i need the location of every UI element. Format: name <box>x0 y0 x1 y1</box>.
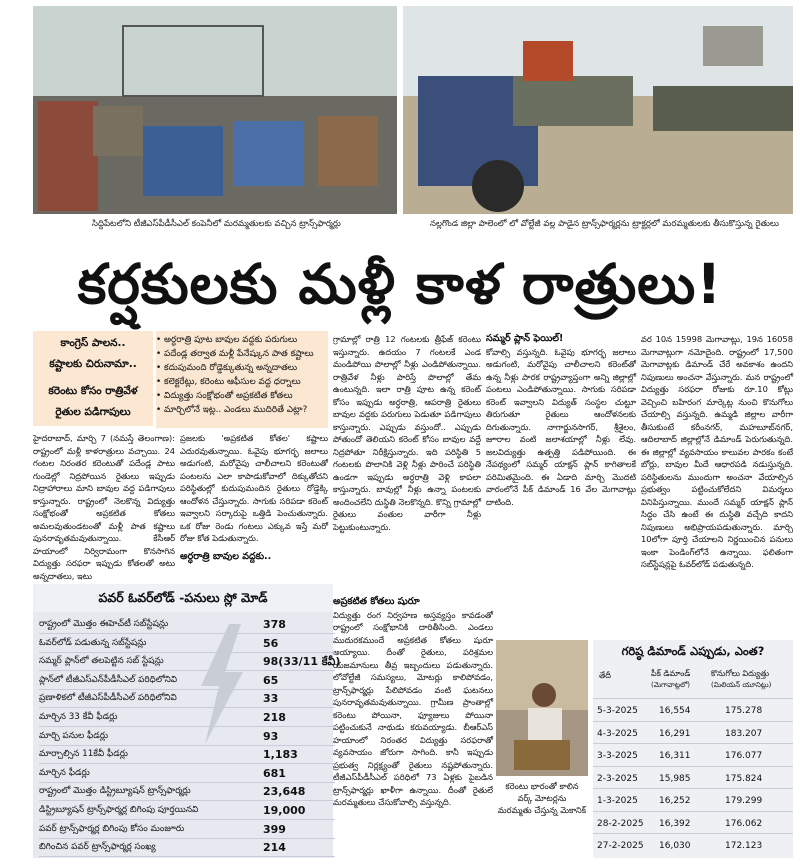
peak-row-peak: 16,311 <box>659 751 691 761</box>
stats-row <box>39 653 341 671</box>
peak-row-date: 2-3-2025 <box>597 773 638 784</box>
stats-row-label: ఓవర్‌లోడ్ పడుతున్న సబ్‌స్టేషన్లు <box>39 637 147 648</box>
stats-row-label: బిగించిన పవర్ ట్రాన్స్‌ఫార్మర్ల సంఖ్య <box>39 842 156 853</box>
stats-row-value: 1,183 <box>263 748 298 762</box>
stats-row-label: మార్చి పనుల ఫీడర్లు <box>39 730 109 741</box>
stats-row <box>39 802 335 820</box>
stats-row-value: 33 <box>263 692 279 706</box>
peak-col-peak: పీక్ డిమాండ్ <box>651 669 691 678</box>
article-column-3b: అప్రకటిత కోతలు షురూ విద్యుత్తు రంగ నిర్వహణ అస్తవ్యస్తం కావడంతో రాష్ట్రంలో సంక్షోభానికి దారితీసింది. ఎండలు ముదురకముందే అప్రకటిత కోతలు షురూ అయ్యాయి. దీంతో రైతులు, పరిశ్రమల యజమానులు తీవ్ర ఇబ్బందులు పడుతున్నారు. లోవోల్టేజీ సమస్యలు, మోటర్లు కాలిపోవడం, ట్రాన్స్‌ఫార్మర్లు పేలిపోవడం వంటి ఘటనలు పునరావృతమవుతున్నాయి. గ్రామీణ ప్రాంతాల్లో కరెంటు పోయినా, ఫ్యూజులు పోయినా పట్టించుకునే నాథుడు కరువయ్యాడు. బీఆర్ఎస్ హయాంలో నిరంతర విద్యుత్తు సరఫరాతో వ్యవసాయం జోరుగా సాగింది. కానీ ఇప్పుడు ప్రభుత్వ నిర్లక్ష్యంతో రైతులు నష్టపోతున్నారు. టీజీఎస్‌పీడీసీఎల్ పరిధిలో 73 ఏళ్లకు పైబడిన ట్రాన్స్‌ఫార్మర్లు ఖాళీగా ఉన్నాయి. దీంతో రైతులే మరమ్మతులు చేసుకోవాల్సి వస్తున్నది. <box>333 596 493 807</box>
tractors-image <box>403 6 793 214</box>
stats-row-value: 214 <box>263 841 286 855</box>
peak-row-peak: 16,392 <box>659 818 691 829</box>
peak-col-peak-unit: (మెగావాట్లలో) <box>651 681 691 689</box>
article-column-2b: గ్రామాల్లో రాత్రి 12 గంటలకు త్రీఫేజ్ కరెంటు ఇస్తున్నారు. ఉదయం 7 గంటలకే ఎండ మండిపోయి పొలాల్లో నీళ్లు ఎండిపోతున్నాయి. రాత్రివేళ నీళ్లు పారిస్తే పొలాల్లో తేమ ఉంటున్నది. ఇలా రాత్రి పూట ఉన్న కరెంట్ కోసం ఇప్పుడు అర్ధరాత్రి, ఆపరాత్రి రైతులు బావుల వద్దకు పరుగులు పెడుతూ పడిగాపులు కాస్తున్నారు. ఎప్పుడు వస్తుందో.. ఎప్పుడు పోతుందో తెలియని కరెంట్ కోసం బావుల వద్దే నిద్రపోతూ నిరీక్షిస్తున్నారు. ఇది పరిస్థితి 5 గంటలకు పొలానికి వెళ్లి నీళ్లు పారించే పరిస్థితి ఉండగా ఇప్పుడు అర్ధరాత్రి వెళ్లి కాపలా కాస్తున్నారు. బావుల్లో నీళ్లు ఉన్నా పంటలకు అందించలేని దుస్థితి నెలకొన్నది. కొన్ని గ్రామాల్లో రైతులు వంతుల వారీగా నీళ్లు పెట్టుకుంటున్నారు. <box>333 334 481 532</box>
subhead-summer-plan: సమ్మర్ ప్లాన్ ఫెయిల్! <box>486 333 564 344</box>
stats-row-label: రాష్ట్రంలో మొత్తం డిస్ట్రిబ్యూషన్ ట్రాన్స్‌ఫార్మర్లు <box>39 786 191 797</box>
peak-col-use-unit: (మిలియన్ యూనిట్లు) <box>711 681 772 689</box>
stats-row-label: రాష్ట్రంలో మొత్తం ఈహెచ్‌టీ సబ్‌స్టేషన్లు <box>39 619 169 629</box>
peak-row <box>593 788 793 813</box>
peak-row-use: 172.123 <box>725 841 763 851</box>
stats-row-value: 681 <box>263 766 286 780</box>
peak-demand-box <box>593 640 793 858</box>
peak-row-date: 5-3-2025 <box>597 706 638 716</box>
inset-caption: కరెంటు భారంతో కాలిన వర్క్ మోటర్లను మరమ్మతు చేస్తున్న మెకానిక్ <box>497 781 587 815</box>
peak-row <box>593 743 793 768</box>
peak-row-use: 183.207 <box>725 728 763 739</box>
peak-row <box>593 698 793 723</box>
peak-col-use: కొనుగోలు విద్యుత్తు <box>711 669 770 678</box>
article-column-1: హైదరాబాద్, మార్చి 7 (నమస్తే తెలంగాణ): రాష్ట్రంలో మళ్లీ కాళరాత్రులు వచ్చాయి. 24 గంటల నిరంతర కరెంటుతో పదేండ్ల పాటు గుండెల్లో నిద్రపోయిన రైతులు ఇప్పుడు నిద్రాహారాలు మాని బావుల వద్ద పడిగాపులు కాస్తున్నారు. రాష్ట్రంలో నెలకొన్న విద్యుత్తు సంక్షోభంతో అప్రకటిత కోతలు అమలవుతుండటంతో మళ్లీ పాత కష్టాలు పునరావృతమవుతున్నాయి. కేసీఆర్ హయాంలో నిర్విరామంగా కొనసాగిన విద్యుత్తు సరఫరా ఇప్పుడు కోతలతో అటు అన్నదాతలు, ఇటు <box>33 433 175 581</box>
subhead-midnight-wells: అర్ధరాత్రి బావుల వద్దకు.. <box>180 550 272 562</box>
peak-row-use: 175.824 <box>725 773 763 784</box>
peak-row-use: 179.299 <box>725 796 763 806</box>
pull-quote-box <box>33 331 153 426</box>
article-column-3: సమ్మర్ ప్లాన్ ఫెయిల్! కోవాల్సి వస్తున్నది. ఓవైపు భూగర్భ జలాలు అడుగంటి, మరోవైపు చాలీచాలని కరెంట్‌తో ఉన్న నీళ్లు పారక రాష్ట్రవ్యాప్తంగా అన్ని జిల్లాల్లో పంటలు ఎండిపోతున్నాయి. సాగుకు సరిపడా కరెంట్ ఇవ్వాలని విద్యుత్ సంస్థల చుట్టూ తిరుగుతూ రైతులు ఆందోళనలకు దిగుతున్నారు. నాగార్జునసాగర్, శ్రీశైలం, జూరాల వంటి జలాశయాల్లో నీళ్లు లేవు. జలవిద్యుత్తు ఉత్పత్తి పడిపోయింది. ఈ నేపథ్యంలో సమ్మర్ యాక్షన్ ప్లాన్ కాగితాలకే పరిమితమైంది. ఈ ఏడాది మార్చి మొదటి వారంలోనే పీక్ డిమాండ్ 16 వేల మెగావాట్లు దాటింది. <box>486 333 636 507</box>
stats-row-value: 399 <box>263 822 286 836</box>
stats-row-label: డిస్ట్రిబ్యూషన్ ట్రాన్స్‌ఫార్మర్ల బిగింపు పూర్తయినవి <box>39 805 199 815</box>
photo-caption-right: నల్లగొండ జిల్లా పాలెంలో లో వోల్టేజీ వల్ల పాడైన ట్రాన్స్‌ఫార్మర్లను ట్రాక్టర్లలో మరమ్మతులకు తీసుకొస్తున్న రైతులు <box>430 219 779 229</box>
stats-row-label: మార్చిన 33 కేవీ ఫీడర్లు <box>39 712 118 722</box>
stats-row <box>39 635 335 653</box>
pull-quote-line-2: కష్టాలకు చిరునామా.. <box>49 358 137 370</box>
stats-row-label: మార్చాల్సిన 11కేవీ ఫీడర్లు <box>39 749 128 760</box>
stats-row <box>39 821 335 839</box>
stats-row <box>39 616 335 634</box>
stats-row <box>39 765 335 783</box>
peak-row <box>593 811 793 836</box>
peak-header <box>593 666 793 696</box>
stats-row <box>39 839 335 857</box>
peak-row-peak: 15,985 <box>659 773 691 784</box>
key-point: • కదుపుమంది రోడ్డెక్కుతున్న అన్నదాతలు <box>156 363 298 373</box>
peak-row-use: 176.077 <box>725 751 763 761</box>
peak-col-date: తేదీ <box>599 671 611 680</box>
key-point: • విద్యుత్తు సంక్షోభంతో అప్రకటిత కోతలు <box>156 391 293 401</box>
stats-row-value: 218 <box>263 711 286 724</box>
photo-tractors-transformers <box>403 6 793 214</box>
stats-row-label: మార్చిన ఫీడర్లు <box>39 767 90 778</box>
photo-transformers-yard <box>33 6 397 214</box>
key-point: • కలెక్టరేట్లు, కరెంటు ఆఫీసుల వద్ద ధర్నాలు <box>156 377 301 387</box>
stats-row-label: ప్లాన్‌లో టీజీఎస్‌ఎన్‌పీడీసీఎల్ పరిధిలోనివి <box>39 674 178 685</box>
stats-row <box>39 746 335 764</box>
pull-quote-line-3: కరెంటు కోసం రాత్రివేళ <box>48 385 138 397</box>
peak-row <box>593 833 793 858</box>
stats-row <box>39 709 335 727</box>
stats-row-value: 378 <box>263 618 286 631</box>
article-column-4: వర 10న 15998 మెగావాట్లు, 19న 16058 మెగావాట్లుగా నమోదైంది. రాష్ట్రంలో 17,500 మెగావాట్లకు డిమాండ్ చేరే అవకాశం ఉందని నిపుణులు అంచనా వేస్తున్నారు. మన రాష్ట్రంలో విద్యుత్తు సరఫరా రోజుకు రూ.10 కోట్లు వెచ్చించి బహిరంగ మార్కెట్ల నుంచి కొనుగోలు చేయాల్సి వస్తున్నది. ఉమ్మడి జిల్లాల వారీగా తీసుకుంటే కరీంనగర్, మహబూబ్‌నగర్, ఆదిలాబాద్ జిల్లాల్లోనే డిమాండ్ పెరుగుతున్నది. ఈ జిల్లాల్లో వ్యవసాయం కాలువల పారకం కంటే బోర్లు, బావుల మీదే ఆధారపడి నడుస్తున్నది. పరిస్థితులను ముందుగా అంచనా వేయాల్సిన ప్రభుత్వం పట్టించుకోలేదని విమర్శలు వినిపిస్తున్నాయి. ముందే సమ్మర్ యాక్షన్ ప్లాన్ సిద్ధం చేసి ఉంటే ఈ దుస్థితి వచ్చేది కాదని నిపుణులు అభిప్రాయపడుతున్నారు. మార్చి 10లోగా పూర్తి చేయాలని నిర్ణయించిన పనులు ఇంకా పెండింగ్‌లోనే ఉన్నాయి. ఫలితంగా సబ్‌స్టేషన్లపై ఓవర్‌లోడ్ పడుతున్నది. <box>641 334 793 569</box>
peak-row-date: 4-3-2025 <box>597 728 638 739</box>
peak-row-peak: 16,554 <box>659 706 691 716</box>
transformers-yard-image <box>33 6 397 214</box>
stats-row-label: పవర్ ట్రాన్స్‌ఫార్మర్ల బిగింపు కోసం మంజూరు <box>39 823 185 834</box>
peak-row <box>593 721 793 746</box>
stats-row-label: సమ్మర్ ప్లాన్‌లో తలపెట్టిన సబ్ స్టేషన్లు <box>39 656 164 667</box>
pull-quote-line-1: కాంగ్రెస్ పాలన.. <box>60 337 126 349</box>
key-point: • మార్చిలోనే ఇట్ల.. ఎండలు ముదిరితే ఎట్లా? <box>156 405 308 415</box>
mechanic-image <box>496 640 588 776</box>
stats-row-value: 93 <box>263 729 279 743</box>
article-column-2: ప్రజలకు 'అప్రకటిత కోతల' కష్టాలు ఎదురవుతున్నాయి. ఓవైపు భూగర్భ జలాలు అడుగంటి, మరోవైపు చాలీచాలని కరెంటుతో పంటలను ఎలా కాపాడుకోవాలో దిక్కుతోచని పరిస్థితుల్లో కుదుపుమందిన రైతులు రోడ్డెక్కి ఆందోళన చేస్తున్నారు. సాగుకు సరిపడా కరెంట్ ఇవ్వాలని సర్కారుపై ఒత్తిడి పెంచుతున్నారు. ఒక రోజు రెండు గంటలు ఎక్కువ ఇస్తే మరో రోజు కోత పెడుతున్నారు. అర్ధరాత్రి బావుల వద్దకు.. <box>180 433 328 562</box>
main-headline: కర్షకులకు మళ్లీ కాళ రాత్రులు! <box>77 252 723 316</box>
subhead-unannounced-cuts: అప్రకటిత కోతలు షురూ <box>333 596 420 607</box>
stats-row-value: 65 <box>263 673 279 687</box>
peak-row-date: 28-2-2025 <box>597 818 644 829</box>
peak-row-date: 1-3-2025 <box>597 796 638 806</box>
peak-row-date: 3-3-2025 <box>597 751 638 761</box>
key-point: • పదేండ్ల తర్వాత మళ్లీ పేనేష్కున పాత కష్టాలు <box>156 349 314 359</box>
stats-row <box>39 672 335 690</box>
peak-row-peak: 16,252 <box>659 796 691 806</box>
photo-mechanic <box>496 640 588 776</box>
peak-row <box>593 766 793 791</box>
stats-row-value: 56 <box>263 636 279 650</box>
peak-row-use: 176.062 <box>725 818 763 829</box>
key-point: • అర్ధరాత్రి పూట బావుల వద్దకు పరుగులు <box>156 335 298 345</box>
stats-row <box>39 783 335 801</box>
peak-row-date: 27-2-2025 <box>597 841 644 851</box>
peak-row-use: 175.278 <box>725 706 763 716</box>
pull-quote-line-4: రైతుల పడిగాపులు <box>55 406 131 418</box>
stats-row <box>39 690 335 708</box>
stats-row-value: 23,648 <box>263 785 306 799</box>
stats-row-label: ప్రణాళికలో టీజీఎస్‌పీడీసీఎల్ పరిధిలోనివి <box>39 693 177 704</box>
peak-row-peak: 16,030 <box>659 841 691 851</box>
peak-title: గరిష్ఠ డిమాండ్ ఎప్పుడు, ఎంత? <box>621 644 765 658</box>
stats-row <box>39 728 335 746</box>
stats-row-value: 19,000 <box>263 804 306 817</box>
stats-box <box>33 584 341 858</box>
key-points-list <box>156 331 328 428</box>
stats-row-value: 98(33/11 కేవీ) <box>263 655 341 669</box>
peak-row-peak: 16,291 <box>659 728 691 739</box>
stats-title: పవర్ ఓవర్‌లోడ్ -పనులు స్లో మోడ్ <box>33 584 333 612</box>
photo-caption-left: సిద్దిపేటలోని టీజీఎస్‌పీడీసీఎల్ కంపెనీలో మరమ్మతులకు వచ్చిన ట్రాన్స్‌ఫార్మర్లు <box>92 219 341 229</box>
